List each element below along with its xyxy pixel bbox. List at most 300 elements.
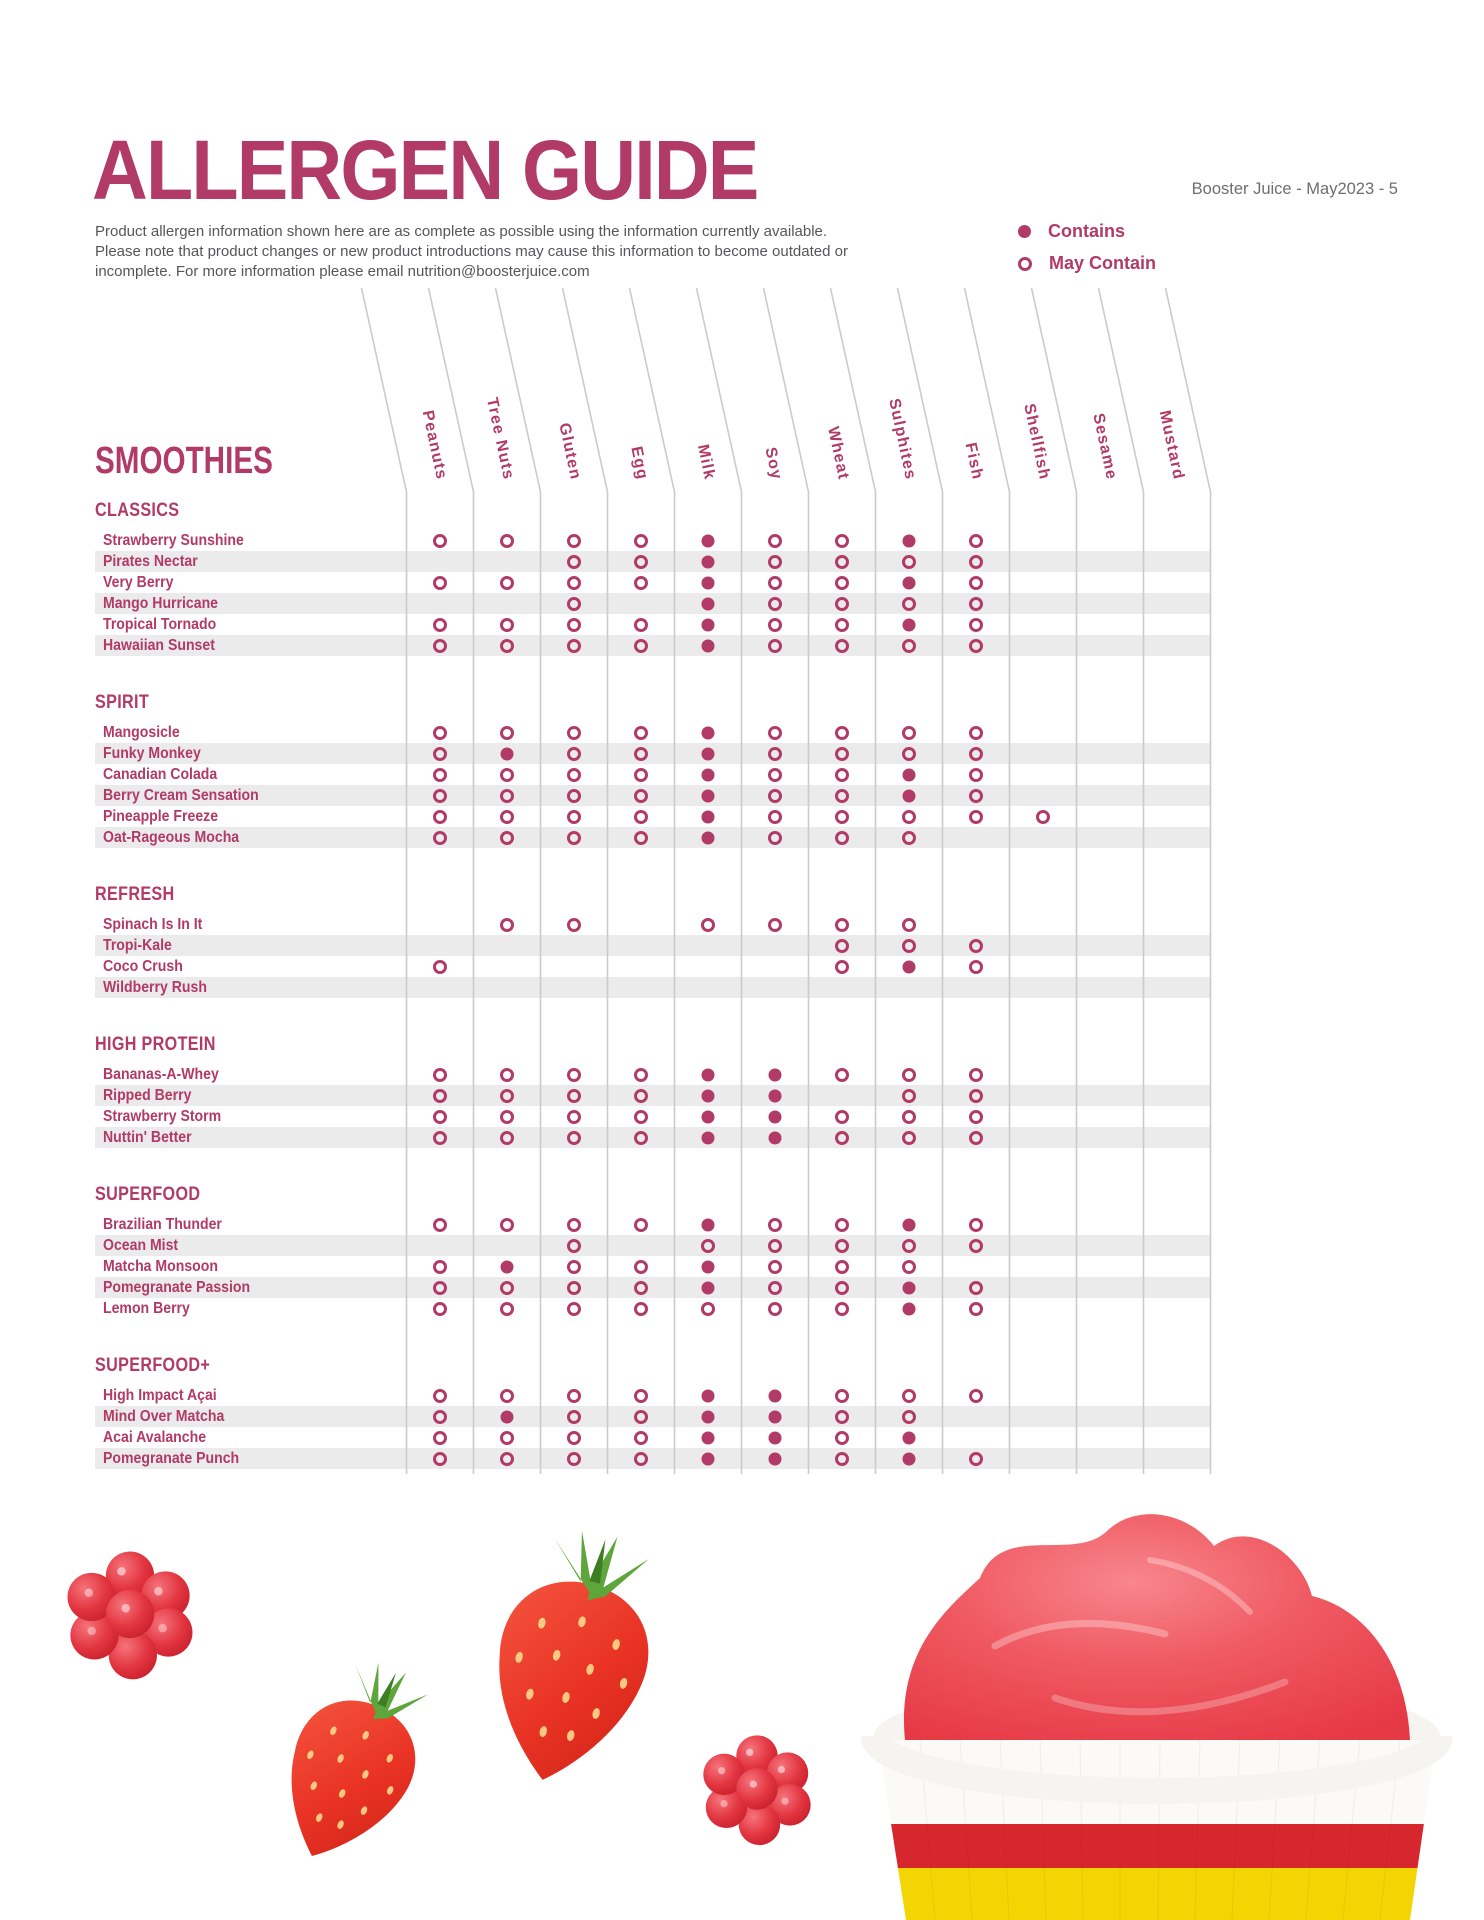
allergen-dot-may-contain xyxy=(969,576,983,590)
allergen-dot-may-contain xyxy=(969,1131,983,1145)
allergen-dot-may-contain xyxy=(567,1431,581,1445)
allergen-dot-may-contain xyxy=(969,747,983,761)
allergen-dot-may-contain xyxy=(500,1131,514,1145)
allergen-dot-may-contain xyxy=(500,534,514,548)
allergen-dot-may-contain xyxy=(902,639,916,653)
allergen-dot-may-contain xyxy=(567,789,581,803)
table-row xyxy=(95,1106,1210,1127)
allergen-dot-may-contain xyxy=(835,1389,849,1403)
allergen-dot-may-contain xyxy=(902,597,916,611)
allergen-dot-may-contain xyxy=(768,768,782,782)
allergen-dot-may-contain xyxy=(835,1431,849,1445)
table-row xyxy=(95,593,1210,614)
allergen-dot-may-contain xyxy=(902,1239,916,1253)
allergen-dot-contains xyxy=(702,576,715,589)
allergen-dot-may-contain xyxy=(835,831,849,845)
allergen-dot-may-contain xyxy=(634,555,648,569)
allergen-dot-may-contain xyxy=(969,1068,983,1082)
allergen-dot-may-contain xyxy=(567,1281,581,1295)
allergen-dot-may-contain xyxy=(768,534,782,548)
allergen-dot-may-contain xyxy=(902,726,916,740)
allergen-dot-may-contain xyxy=(969,1089,983,1103)
table-row xyxy=(95,635,1210,656)
allergen-dot-may-contain xyxy=(835,726,849,740)
allergen-dot-may-contain xyxy=(433,1068,447,1082)
allergen-dot-contains xyxy=(702,789,715,802)
table-row xyxy=(95,551,1210,572)
section-heading: SUPERFOOD+ xyxy=(95,1355,211,1376)
allergen-dot-may-contain xyxy=(835,1260,849,1274)
allergen-dot-may-contain xyxy=(768,747,782,761)
allergen-dot-may-contain xyxy=(634,534,648,548)
allergen-dot-contains xyxy=(702,1131,715,1144)
row-label: Mind Over Matcha xyxy=(103,1407,225,1425)
allergen-dot-contains xyxy=(903,576,916,589)
allergen-dot-may-contain xyxy=(567,1302,581,1316)
row-label: Oat-Rageous Mocha xyxy=(103,828,240,846)
allergen-dot-may-contain xyxy=(433,789,447,803)
allergen-dot-may-contain xyxy=(835,810,849,824)
allergen-dot-may-contain xyxy=(768,810,782,824)
allergen-dot-may-contain xyxy=(768,555,782,569)
allergen-dot-may-contain xyxy=(634,1089,648,1103)
row-label: Hawaiian Sunset xyxy=(103,636,215,654)
allergen-dot-may-contain xyxy=(835,960,849,974)
allergen-dot-may-contain xyxy=(835,1410,849,1424)
allergen-dot-may-contain xyxy=(634,1131,648,1145)
allergen-dot-contains xyxy=(702,1260,715,1273)
table-row xyxy=(95,785,1210,806)
allergen-dot-may-contain xyxy=(835,534,849,548)
table-row xyxy=(95,1448,1210,1469)
allergen-dot-may-contain xyxy=(701,1239,715,1253)
table-row xyxy=(95,614,1210,635)
strawberry-image xyxy=(257,1643,451,1880)
allergen-dot-contains xyxy=(702,768,715,781)
allergen-dot-may-contain xyxy=(634,1431,648,1445)
allergen-dot-may-contain xyxy=(567,1068,581,1082)
allergen-dot-may-contain xyxy=(835,939,849,953)
row-label: High Impact Açai xyxy=(103,1386,217,1404)
allergen-dot-may-contain xyxy=(902,1110,916,1124)
allergen-dot-may-contain xyxy=(634,1281,648,1295)
allergen-dot-may-contain xyxy=(835,1281,849,1295)
section-heading: SPIRIT xyxy=(95,692,150,713)
allergen-dot-contains xyxy=(769,1131,782,1144)
allergen-dot-may-contain xyxy=(433,1410,447,1424)
allergen-dot-may-contain xyxy=(500,1452,514,1466)
allergen-dot-may-contain xyxy=(567,1389,581,1403)
allergen-dot-may-contain xyxy=(634,726,648,740)
allergen-dot-may-contain xyxy=(835,618,849,632)
allergen-dot-may-contain xyxy=(701,1302,715,1316)
allergen-dot-may-contain xyxy=(500,1089,514,1103)
row-label: Lemon Berry xyxy=(103,1299,190,1317)
table-row xyxy=(95,1256,1210,1277)
allergen-dot-may-contain xyxy=(634,747,648,761)
allergen-dot-contains xyxy=(903,1302,916,1315)
allergen-dot-may-contain xyxy=(500,1110,514,1124)
row-label: Brazilian Thunder xyxy=(103,1215,222,1233)
allergen-dot-may-contain xyxy=(835,918,849,932)
allergen-dot-may-contain xyxy=(835,1110,849,1124)
allergen-dot-may-contain xyxy=(768,597,782,611)
row-label: Tropical Tornado xyxy=(103,615,217,633)
allergen-dot-may-contain xyxy=(969,1452,983,1466)
allergen-dot-may-contain xyxy=(567,597,581,611)
allergen-dot-may-contain xyxy=(768,618,782,632)
row-label: Wildberry Rush xyxy=(103,978,207,996)
allergen-dot-may-contain xyxy=(969,1110,983,1124)
allergen-dot-contains xyxy=(903,1452,916,1465)
allergen-dot-may-contain xyxy=(433,1218,447,1232)
allergen-dot-may-contain xyxy=(969,597,983,611)
allergen-dot-may-contain xyxy=(634,1110,648,1124)
allergen-dot-may-contain xyxy=(835,747,849,761)
allergen-table-body xyxy=(95,500,1210,1469)
table-section xyxy=(95,1355,1210,1469)
allergen-dot-contains xyxy=(702,1068,715,1081)
allergen-dot-may-contain xyxy=(835,1239,849,1253)
table-row xyxy=(95,1235,1210,1256)
allergen-dot-may-contain xyxy=(902,1131,916,1145)
allergen-dot-contains xyxy=(702,747,715,760)
allergen-dot-may-contain xyxy=(768,726,782,740)
allergen-dot-may-contain xyxy=(433,960,447,974)
allergen-dot-may-contain xyxy=(500,1068,514,1082)
allergen-dot-contains xyxy=(702,555,715,568)
intro-paragraph: Product allergen information shown here are as complete as possible using the information currently available. Please note that product changes or new product introductions may cause this information to become outdated or incomplete. For more information please email nutrition@boosterjuice.com xyxy=(95,223,848,280)
allergen-dot-may-contain xyxy=(433,1302,447,1316)
allergen-dot-may-contain xyxy=(500,1302,514,1316)
row-label: Pomegranate Punch xyxy=(103,1449,240,1467)
allergen-dot-may-contain xyxy=(634,768,648,782)
allergen-dot-may-contain xyxy=(969,726,983,740)
allergen-dot-may-contain xyxy=(634,1302,648,1316)
allergen-dot-may-contain xyxy=(969,618,983,632)
allergen-dot-may-contain xyxy=(500,918,514,932)
allergen-dot-contains xyxy=(702,1410,715,1423)
allergen-dot-contains xyxy=(501,1260,514,1273)
table-row xyxy=(95,977,1210,998)
allergen-dot-may-contain xyxy=(969,1239,983,1253)
row-label: Nuttin' Better xyxy=(103,1128,192,1146)
allergen-dot-may-contain xyxy=(768,1218,782,1232)
table-row xyxy=(95,806,1210,827)
allergen-dot-may-contain xyxy=(433,1131,447,1145)
allergen-dot-may-contain xyxy=(634,618,648,632)
document-reference: Booster Juice - May2023 - 5 xyxy=(1191,180,1398,198)
allergen-dot-contains xyxy=(903,768,916,781)
allergen-dot-may-contain xyxy=(567,831,581,845)
allergen-dot-contains xyxy=(702,726,715,739)
row-label: Mango Hurricane xyxy=(103,594,219,612)
allergen-dot-may-contain xyxy=(969,768,983,782)
allergen-dot-may-contain xyxy=(902,810,916,824)
allergen-dot-may-contain xyxy=(567,534,581,548)
allergen-dot-contains xyxy=(903,789,916,802)
allergen-dot-may-contain xyxy=(433,768,447,782)
section-heading: REFRESH xyxy=(95,884,175,905)
allergen-dot-contains xyxy=(702,597,715,610)
table-row xyxy=(95,1385,1210,1406)
row-label: Mangosicle xyxy=(103,723,180,741)
allergen-dot-may-contain xyxy=(567,1131,581,1145)
table-section xyxy=(95,884,1210,998)
allergen-dot-contains xyxy=(702,534,715,547)
allergen-dot-contains xyxy=(903,960,916,973)
table-row xyxy=(95,743,1210,764)
allergen-dot-contains xyxy=(702,1281,715,1294)
table-row xyxy=(95,1085,1210,1106)
allergen-dot-may-contain xyxy=(433,576,447,590)
allergen-dot-contains xyxy=(702,810,715,823)
allergen-dot-may-contain xyxy=(835,1131,849,1145)
allergen-dot-contains xyxy=(702,1218,715,1231)
allergen-dot-contains xyxy=(501,747,514,760)
section-heading: HIGH PROTEIN xyxy=(95,1034,216,1055)
row-label: Matcha Monsoon xyxy=(103,1257,218,1275)
allergen-dot-may-contain xyxy=(634,1218,648,1232)
table-row xyxy=(95,1298,1210,1319)
allergen-dot-may-contain xyxy=(500,1389,514,1403)
allergen-dot-may-contain xyxy=(433,831,447,845)
allergen-dot-may-contain xyxy=(567,747,581,761)
table-row xyxy=(95,1427,1210,1448)
allergen-dot-may-contain xyxy=(1036,810,1050,824)
allergen-dot-may-contain xyxy=(768,1239,782,1253)
allergen-dot-may-contain xyxy=(768,576,782,590)
allergen-dot-contains xyxy=(903,1218,916,1231)
allergen-dot-contains xyxy=(702,1110,715,1123)
allergen-dot-may-contain xyxy=(902,1260,916,1274)
row-label: Tropi-Kale xyxy=(103,936,172,954)
table-section xyxy=(95,1034,1210,1148)
allergen-dot-may-contain xyxy=(902,555,916,569)
allergen-dot-contains xyxy=(903,618,916,631)
table-row xyxy=(95,722,1210,743)
row-label: Acai Avalanche xyxy=(103,1428,207,1446)
allergen-dot-may-contain xyxy=(433,1260,447,1274)
section-heading: SUPERFOOD xyxy=(95,1184,201,1205)
allergen-dot-may-contain xyxy=(902,1410,916,1424)
allergen-dot-may-contain xyxy=(768,1260,782,1274)
allergen-dot-may-contain xyxy=(969,1389,983,1403)
allergen-dot-contains xyxy=(702,831,715,844)
allergen-dot-may-contain xyxy=(835,555,849,569)
allergen-dot-may-contain xyxy=(768,1302,782,1316)
row-label: Spinach Is In It xyxy=(103,915,203,933)
row-label: Strawberry Sunshine xyxy=(103,531,244,549)
row-label: Funky Monkey xyxy=(103,744,201,762)
table-row xyxy=(95,1127,1210,1148)
allergen-dot-may-contain xyxy=(567,768,581,782)
allergen-dot-may-contain xyxy=(969,939,983,953)
raspberry-image xyxy=(68,1552,193,1680)
allergen-dot-may-contain xyxy=(500,726,514,740)
allergen-dot-may-contain xyxy=(433,747,447,761)
allergen-dot-may-contain xyxy=(567,810,581,824)
allergen-dot-contains xyxy=(702,1089,715,1102)
page-title: ALLERGEN GUIDE xyxy=(92,123,758,217)
allergen-dot-may-contain xyxy=(768,918,782,932)
allergen-dot-may-contain xyxy=(433,810,447,824)
allergen-dot-may-contain xyxy=(567,576,581,590)
smoothie-cup-image xyxy=(870,1514,1446,1920)
allergen-dot-may-contain xyxy=(634,789,648,803)
row-label: Pomegranate Passion xyxy=(103,1278,251,1296)
allergen-dot-may-contain xyxy=(433,534,447,548)
allergen-dot-contains xyxy=(903,1431,916,1444)
allergen-dot-contains xyxy=(702,618,715,631)
table-row xyxy=(95,572,1210,593)
table-row xyxy=(95,1064,1210,1085)
allergen-dot-may-contain xyxy=(902,747,916,761)
table-row xyxy=(95,1406,1210,1427)
allergen-dot-may-contain xyxy=(768,639,782,653)
allergen-dot-contains xyxy=(769,1410,782,1423)
allergen-dot-may-contain xyxy=(433,1281,447,1295)
allergen-dot-may-contain xyxy=(567,918,581,932)
table-row xyxy=(95,1277,1210,1298)
allergen-dot-may-contain xyxy=(835,1302,849,1316)
allergen-dot-contains xyxy=(769,1431,782,1444)
allergen-dot-may-contain xyxy=(500,831,514,845)
allergen-dot-may-contain xyxy=(768,789,782,803)
allergen-dot-may-contain xyxy=(835,1068,849,1082)
allergen-dot-contains xyxy=(769,1068,782,1081)
allergen-dot-contains xyxy=(769,1089,782,1102)
allergen-dot-may-contain xyxy=(835,597,849,611)
allergen-dot-contains xyxy=(903,534,916,547)
allergen-dot-may-contain xyxy=(969,555,983,569)
row-label: Canadian Colada xyxy=(103,765,218,783)
allergen-dot-may-contain xyxy=(969,1281,983,1295)
allergen-dot-may-contain xyxy=(567,726,581,740)
row-label: Ripped Berry xyxy=(103,1086,192,1104)
row-label: Ocean Mist xyxy=(103,1236,179,1254)
allergen-dot-may-contain xyxy=(835,639,849,653)
allergen-dot-may-contain xyxy=(433,726,447,740)
table-row xyxy=(95,827,1210,848)
allergen-dot-contains xyxy=(903,1281,916,1294)
row-label: Berry Cream Sensation xyxy=(103,786,259,804)
allergen-dot-may-contain xyxy=(634,810,648,824)
table-row xyxy=(95,956,1210,977)
row-label: Bananas-A-Whey xyxy=(103,1065,219,1083)
allergen-dot-may-contain xyxy=(567,1110,581,1124)
table-row xyxy=(95,530,1210,551)
allergen-dot-may-contain xyxy=(835,1452,849,1466)
allergen-dot-may-contain xyxy=(902,939,916,953)
allergen-dot-may-contain xyxy=(902,1389,916,1403)
legend-contains-label: Contains xyxy=(1048,221,1126,241)
allergen-dot-may-contain xyxy=(567,1260,581,1274)
allergen-dot-may-contain xyxy=(567,618,581,632)
allergen-dot-may-contain xyxy=(500,768,514,782)
table-section xyxy=(95,500,1210,656)
row-label: Very Berry xyxy=(103,573,174,591)
allergen-dot-may-contain xyxy=(634,576,648,590)
allergen-dot-may-contain xyxy=(634,1260,648,1274)
allergen-dot-may-contain xyxy=(634,639,648,653)
row-label: Pineapple Freeze xyxy=(103,807,219,825)
table-section xyxy=(95,692,1210,848)
allergen-dot-may-contain xyxy=(835,576,849,590)
allergen-dot-may-contain xyxy=(701,918,715,932)
strawberry-image xyxy=(471,1516,676,1798)
allergen-dot-may-contain xyxy=(433,1431,447,1445)
allergen-dot-may-contain xyxy=(433,1389,447,1403)
allergen-dot-may-contain xyxy=(433,1110,447,1124)
table-row xyxy=(95,764,1210,785)
allergen-dot-contains xyxy=(769,1110,782,1123)
table-row xyxy=(95,914,1210,935)
allergen-dot-contains xyxy=(702,1452,715,1465)
allergen-dot-may-contain xyxy=(433,639,447,653)
allergen-dot-may-contain xyxy=(567,1410,581,1424)
allergen-dot-contains xyxy=(769,1389,782,1402)
allergen-dot-contains xyxy=(702,1431,715,1444)
allergen-dot-may-contain xyxy=(500,789,514,803)
allergen-dot-may-contain xyxy=(567,1089,581,1103)
allergen-dot-may-contain xyxy=(969,1218,983,1232)
allergen-dot-may-contain xyxy=(902,831,916,845)
table-row xyxy=(95,935,1210,956)
allergen-dot-may-contain xyxy=(634,1410,648,1424)
allergen-dot-may-contain xyxy=(567,639,581,653)
allergen-dot-may-contain xyxy=(969,534,983,548)
allergen-dot-contains xyxy=(702,1389,715,1402)
allergen-dot-may-contain xyxy=(634,1068,648,1082)
section-heading: CLASSICS xyxy=(95,500,180,521)
allergen-dot-contains xyxy=(702,639,715,652)
allergen-dot-may-contain xyxy=(969,639,983,653)
allergen-dot-may-contain xyxy=(500,618,514,632)
allergen-dot-may-contain xyxy=(433,618,447,632)
allergen-dot-may-contain xyxy=(567,1452,581,1466)
allergen-dot-may-contain xyxy=(500,639,514,653)
allergen-dot-may-contain xyxy=(902,1068,916,1082)
raspberry-image xyxy=(703,1735,810,1845)
table-row xyxy=(95,1214,1210,1235)
allergen-dot-may-contain xyxy=(567,1218,581,1232)
column-headers: Peanuts Tree Nuts Gluten Egg Milk Soy Wheat Sulphites Fish Shellfish Sesame Mustard xyxy=(418,396,1187,482)
allergen-dot-may-contain xyxy=(567,1239,581,1253)
allergen-dot-may-contain xyxy=(567,555,581,569)
allergen-dot-may-contain xyxy=(768,831,782,845)
allergen-dot-may-contain xyxy=(500,1281,514,1295)
allergen-dot-may-contain xyxy=(500,576,514,590)
table-section xyxy=(95,1184,1210,1319)
allergen-dot-may-contain xyxy=(902,918,916,932)
allergen-dot-may-contain xyxy=(634,1452,648,1466)
allergen-dot-contains xyxy=(501,1410,514,1423)
allergen-dot-may-contain xyxy=(835,1218,849,1232)
allergen-dot-may-contain xyxy=(902,1089,916,1103)
table-group-title: SMOOTHIES xyxy=(95,440,273,482)
allergen-dot-may-contain xyxy=(634,831,648,845)
allergen-dot-may-contain xyxy=(835,789,849,803)
allergen-dot-may-contain xyxy=(969,789,983,803)
allergen-dot-may-contain xyxy=(969,810,983,824)
allergen-dot-may-contain xyxy=(433,1452,447,1466)
allergen-dot-may-contain xyxy=(969,1302,983,1316)
row-label: Pirates Nectar xyxy=(103,552,198,570)
allergen-dot-may-contain xyxy=(433,1089,447,1103)
allergen-dot-may-contain xyxy=(634,1389,648,1403)
allergen-dot-contains xyxy=(769,1452,782,1465)
